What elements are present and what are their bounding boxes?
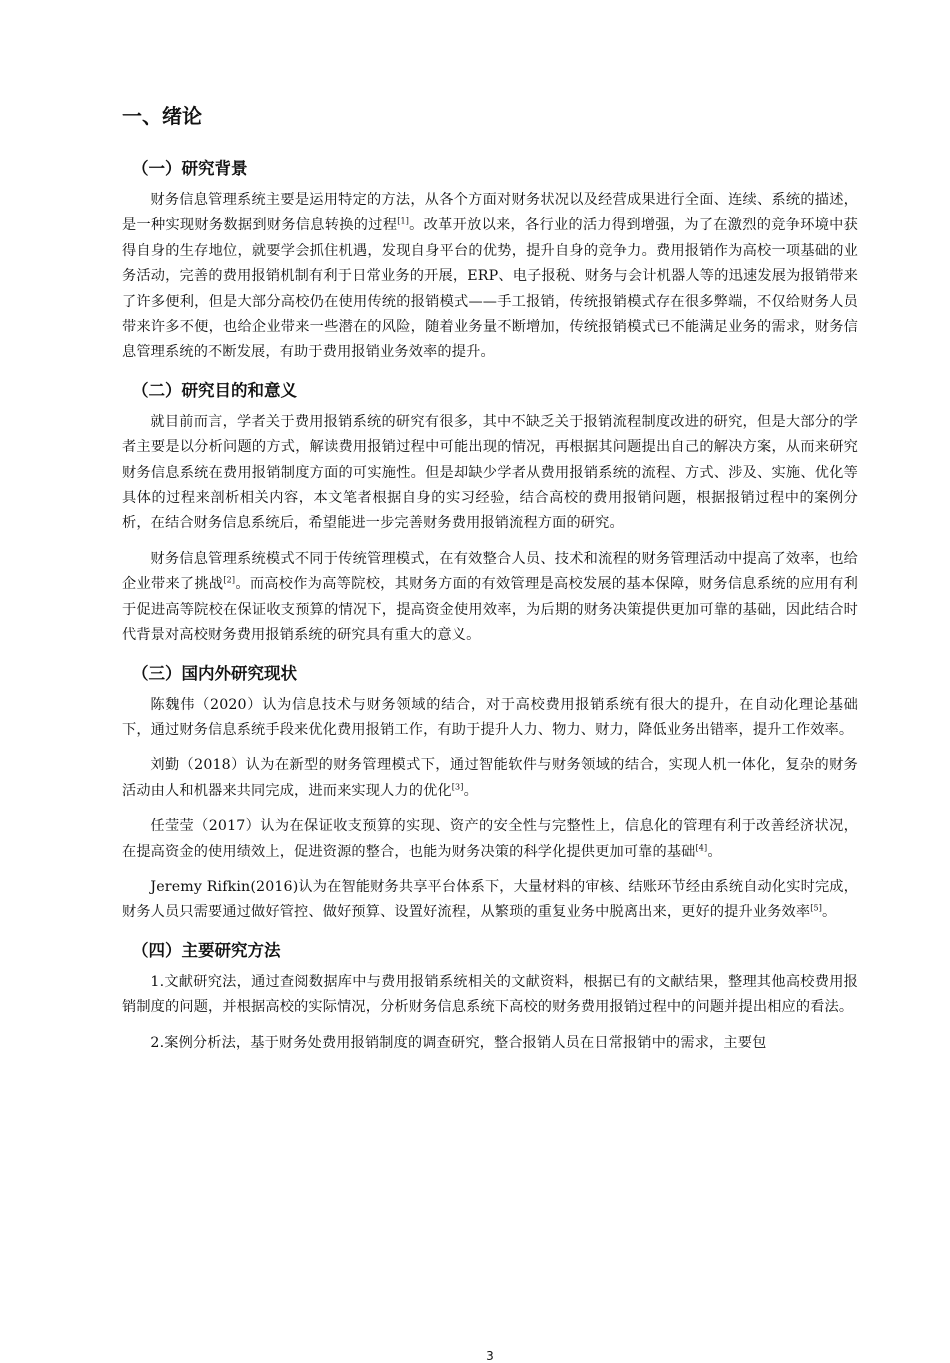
paragraph-methods-2: 2.案例分析法，基于财务处费用报销制度的调查研究，整合报销人员在日常报销中的需求，主要包 <box>150 1034 767 1051</box>
paragraph-methods-1: 1.文献研究法，通过查阅数据库中与费用报销系统相关的文献资料，根据已有的文献结果，整理其他高校费用报销制度的问题，并根据高校的实际情况，分析财务信息系统下高校的财务费用报销过程中的问题并提出相应的看法。 <box>122 973 858 1016</box>
citation-3: [3] <box>451 781 464 791</box>
paragraph-background: 财务信息管理系统主要是运用特定的方法，从各个方面对财务状况以及经营成果进行全面、连续、系统的描述，是一种实现财务数据到财务信息转换的过程[1]。改革开放以来，各行业的活力得到增强，为了在激烈的竞争环境中获得自身的生存地位，就要学会抓住机遇，发现自身平台的优势，提升自身的竞争力。费用报销作为高校一项基础的业务活动，完善的费用报销机制有利于日常业务的开展，ERP、电子报税、财务与会计机器人等的迅速发展为报销带来了许多便利，但是大部分高校仍在使用传统的报销模式——手工报销，传统报销模式存在很多弊端，不仅给财务人员带来许多不便，也给企业带来一些潜在的风险，随着业务量不断增加，传统报销模式已不能满足业务的需求，财务信息管理系统的不断发展，有助于费用报销业务效率的提升。 <box>122 192 858 361</box>
section-heading-background: （一）研究背景 <box>132 159 248 178</box>
section-heading-literature: （三）国内外研究现状 <box>132 663 297 683</box>
citation-4: [4] <box>695 842 708 852</box>
citation-5: [5] <box>810 903 823 913</box>
page-number: 3 <box>486 1349 494 1363</box>
paragraph-purpose-2: 财务信息管理系统模式不同于传统管理模式，在有效整合人员、技术和流程的财务管理活动中提高了效率，也给企业带来了挑战[2]。而高校作为高等院校，其财务方面的有效管理是高校发展的基本保障，财务信息系统的应用有利于促进高等院校在保证收支预算的情况下，提高资金使用效率，为后期的财务决策提供更加可靠的基础，因此结合时代背景对高校财务费用报销系统的研究具有重大的意义。 <box>122 550 858 644</box>
section-heading-methods: （四）主要研究方法 <box>132 940 281 960</box>
citation-2: [2] <box>223 575 236 585</box>
paragraph-literature-1: 陈魏伟（2020）认为信息技术与财务领域的结合，对于高校费用报销系统有很大的提升，在自动化理论基础下，通过财务信息系统手段来优化费用报销工作，有助于提升人力、物力、财力，降低业务出错率，提升工作效率。 <box>122 696 858 738</box>
paragraph-literature-3: 任莹莹（2017）认为在保证收支预算的实现、资产的安全性与完整性上，信息化的管理有利于改善经济状况，在提高资金的使用绩效上，促进资源的整合，也能为财务决策的科学化提供更加可靠的基础[4]。 <box>122 818 858 860</box>
paragraph-literature-4: Jeremy Rifkin(2016)认为在智能财务共享平台体系下，大量材料的审核、结账环节经由系统自动化实时完成，财务人员只需要通过做好管控、做好预算、设置好流程，从繁琐的重复业务中脱离出来，更好的提升业务效率[5]。 <box>122 878 858 921</box>
chapter-title: 一、绪论 <box>122 104 202 128</box>
paragraph-purpose-1: 就目前而言，学者关于费用报销系统的研究有很多，其中不缺乏关于报销流程制度改进的研究，但是大部分的学者主要是以分析问题的方式，解读费用报销过程中可能出现的情况，再根据其问题提出自己的解决方案，从而来研究财务信息系统在费用报销制度方面的可实施性。但是却缺少学者从费用报销系统的流程、方式、涉及、实施、优化等具体的过程来剖析相关内容，本文笔者根据自身的实习经验，结合高校的费用报销问题，根据报销过程中的案例分析，在结合财务信息系统后，希望能进一步完善财务费用报销流程方面的研究。 <box>122 413 858 532</box>
paragraph-literature-2: 刘勤（2018）认为在新型的财务管理模式下，通过智能软件与财务领域的结合，实现人机一体化，复杂的财务活动由人和机器来共同完成，进而来实现人力的优化[3]。 <box>122 757 858 799</box>
page-content <box>122 100 858 1363</box>
section-heading-purpose: （二）研究目的和意义 <box>132 380 297 400</box>
citation-1: [1] <box>397 216 409 226</box>
